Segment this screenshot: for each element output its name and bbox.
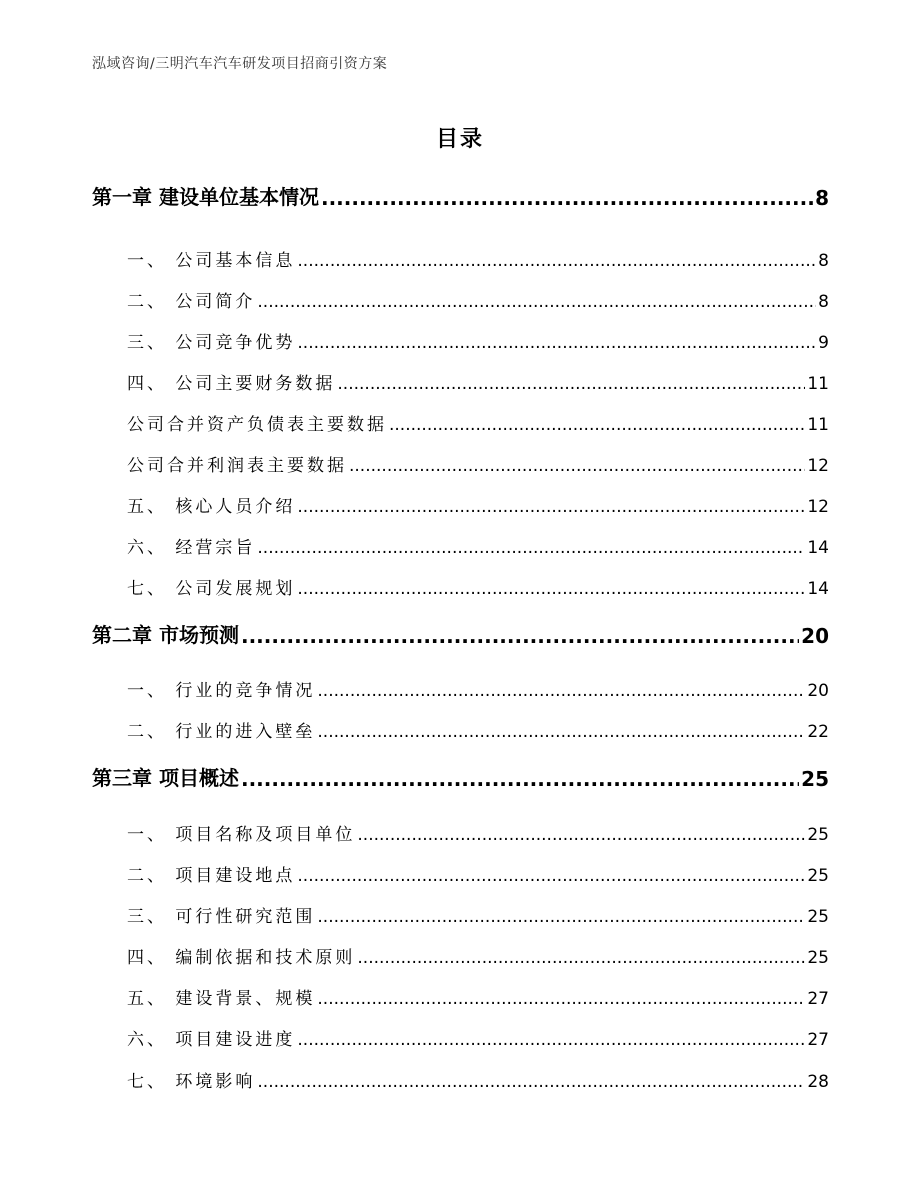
toc-page-number: 11: [807, 415, 829, 435]
document-header: 泓域咨询/三明汽车汽车研发项目招商引资方案: [92, 56, 388, 72]
toc-page-number: 25: [807, 825, 829, 845]
toc-section-entry[interactable]: [127, 942, 829, 968]
toc-page-number: 12: [807, 497, 829, 517]
toc-dot-leader: [257, 538, 805, 558]
toc-entry-label: 一、 公司基本信息: [127, 251, 296, 271]
toc-entry-label: 公司合并利润表主要数据: [127, 456, 347, 476]
toc-page-number: 9: [818, 333, 829, 353]
toc-page-number: 28: [807, 1072, 829, 1092]
toc-dot-leader: [257, 1072, 805, 1092]
toc-section-entry[interactable]: [127, 860, 829, 886]
toc-section-entry[interactable]: [127, 573, 829, 599]
toc-dot-leader: [297, 333, 816, 353]
toc-dot-leader: [297, 1030, 805, 1050]
toc-entry-label: 一、 行业的竞争情况: [127, 681, 316, 701]
toc-page-number: 14: [807, 538, 829, 558]
toc-dot-leader: [297, 251, 816, 271]
toc-dot-leader: [317, 681, 805, 701]
toc-dot-leader: [257, 292, 816, 312]
toc-section-entry[interactable]: [127, 491, 829, 517]
toc-entry-label: 二、 行业的进入壁垒: [127, 722, 316, 742]
toc-section-entry[interactable]: [127, 450, 829, 476]
toc-dot-leader: [357, 948, 805, 968]
toc-page-number: 25: [807, 948, 829, 968]
toc-entry-label: 六、 项目建设进度: [127, 1030, 296, 1050]
toc-entry-label: 四、 编制依据和技术原则: [127, 948, 356, 968]
toc-page-number: 12: [807, 456, 829, 476]
toc-page-number: 27: [807, 989, 829, 1009]
toc-dot-leader: [337, 374, 805, 394]
toc-chapter-entry[interactable]: [92, 184, 829, 210]
toc-page-number: 22: [807, 722, 829, 742]
toc-chapter-entry[interactable]: [92, 765, 829, 791]
toc-page-number: 20: [801, 624, 829, 648]
toc-dot-leader: [317, 722, 805, 742]
toc-section-entry[interactable]: [127, 716, 829, 742]
toc-dot-leader: [349, 456, 805, 476]
toc-entry-label: 五、 建设背景、规模: [127, 989, 316, 1009]
toc-entry-label: 四、 公司主要财务数据: [127, 374, 336, 394]
toc-dot-leader: [241, 624, 799, 648]
toc-page-number: 8: [818, 251, 829, 271]
toc-entry-label: 三、 公司竞争优势: [127, 333, 296, 353]
toc-dot-leader: [321, 186, 813, 210]
toc-page-number: 25: [801, 767, 829, 791]
toc-section-entry[interactable]: [127, 983, 829, 1009]
toc-page-number: 25: [807, 907, 829, 927]
toc-page-number: 25: [807, 866, 829, 886]
toc-entry-label: 第二章 市场预测: [92, 623, 239, 647]
toc-section-entry[interactable]: [127, 819, 829, 845]
toc-entry-label: 公司合并资产负债表主要数据: [127, 415, 387, 435]
toc-dot-leader: [241, 767, 799, 791]
toc-entry-label: 二、 项目建设地点: [127, 866, 296, 886]
toc-dot-leader: [357, 825, 805, 845]
toc-entry-label: 第一章 建设单位基本情况: [92, 185, 319, 209]
toc-section-entry[interactable]: [127, 245, 829, 271]
toc-section-entry[interactable]: [127, 901, 829, 927]
toc-page-number: 8: [818, 292, 829, 312]
toc-entry-label: 二、 公司简介: [127, 292, 256, 312]
toc-section-entry[interactable]: [127, 675, 829, 701]
toc-dot-leader: [297, 579, 805, 599]
toc-section-entry[interactable]: [127, 532, 829, 558]
toc-page-number: 20: [807, 681, 829, 701]
toc-page-number: 11: [807, 374, 829, 394]
toc-dot-leader: [317, 907, 805, 927]
toc-dot-leader: [297, 866, 805, 886]
toc-chapter-entry[interactable]: [92, 622, 829, 648]
toc-section-entry[interactable]: [127, 409, 829, 435]
toc-section-entry[interactable]: [127, 368, 829, 394]
toc-entry-label: 五、 核心人员介绍: [127, 497, 296, 517]
toc-page-number: 8: [815, 186, 829, 210]
toc-section-entry[interactable]: [127, 327, 829, 353]
toc-entry-label: 七、 公司发展规划: [127, 579, 296, 599]
toc-section-entry[interactable]: [127, 286, 829, 312]
toc-entry-label: 七、 环境影响: [127, 1072, 256, 1092]
toc-dot-leader: [389, 415, 805, 435]
toc-entry-label: 一、 项目名称及项目单位: [127, 825, 356, 845]
toc-entry-label: 第三章 项目概述: [92, 766, 239, 790]
toc-section-entry[interactable]: [127, 1066, 829, 1092]
toc-dot-leader: [297, 497, 805, 517]
toc-dot-leader: [317, 989, 805, 1009]
toc-page-number: 14: [807, 579, 829, 599]
toc-page-number: 27: [807, 1030, 829, 1050]
toc-title: 目录: [435, 127, 484, 152]
toc-entry-label: 三、 可行性研究范围: [127, 907, 316, 927]
toc-entry-label: 六、 经营宗旨: [127, 538, 256, 558]
toc-section-entry[interactable]: [127, 1024, 829, 1050]
